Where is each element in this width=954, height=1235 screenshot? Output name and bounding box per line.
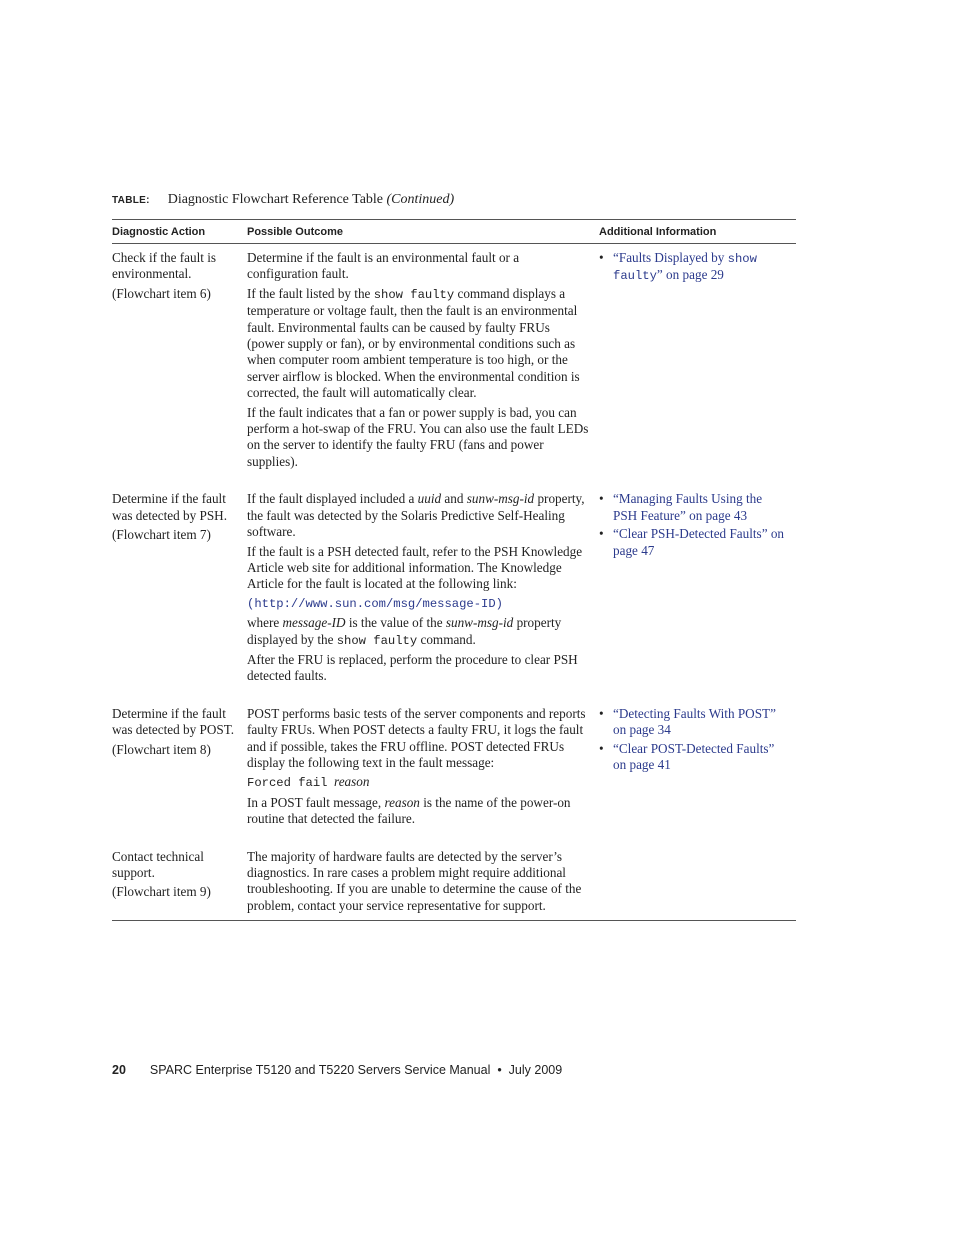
reference-link[interactable]: • “Managing Faults Using the PSH Feature” on page 43 — [599, 491, 786, 524]
header-diagnostic-action: Diagnostic Action — [112, 220, 247, 244]
action-text: Determine if the fault was detected by PSH. — [112, 491, 228, 523]
info-cell — [599, 244, 796, 484]
info-cell — [599, 698, 796, 841]
reference-link[interactable]: • “Clear POST-Detected Faults” on page 41 — [599, 741, 786, 774]
action-text: Check if the fault is environmental. — [112, 250, 217, 282]
outcome-cell — [247, 483, 599, 697]
header-possible-outcome: Possible Outcome — [247, 220, 599, 244]
outcome-paragraph: Determine if the fault is an environmental fault or a configuration fault. — [247, 250, 520, 282]
table-tag: TABLE: — [112, 195, 150, 206]
reference-list — [599, 250, 786, 285]
publication-date: July 2009 — [508, 1063, 563, 1077]
table-row — [112, 483, 796, 697]
outcome-paragraph: In a POST fault message, reason is the name of the power-on routine that detected the failure. — [247, 794, 571, 827]
table-title: Diagnostic Flowchart Reference Table — [167, 192, 384, 207]
outcome-cell — [247, 841, 599, 921]
reference-list — [599, 491, 786, 559]
code-sample: Forced fail reason — [247, 774, 370, 791]
manual-title: SPARC Enterprise T5120 and T5220 Servers Service Manual — [149, 1063, 491, 1077]
outcome-paragraph: If the fault is a PSH detected fault, refer to the PSH Knowledge Article web site for additional information. The Knowledge Article for the fault is located at the following link: — [247, 543, 583, 592]
action-cell — [112, 483, 247, 697]
flowchart-item: (Flowchart item 6) — [112, 285, 211, 301]
flowchart-item: (Flowchart item 7) — [112, 527, 211, 543]
code-show-faulty: show faulty — [373, 287, 455, 302]
action-text: Contact technical support. — [112, 848, 204, 880]
table-caption — [112, 192, 796, 208]
table-continued: (Continued) — [386, 192, 455, 207]
action-cell — [112, 841, 247, 921]
action-cell — [112, 244, 247, 484]
page-footer — [112, 1063, 562, 1077]
info-cell — [599, 483, 796, 697]
info-cell — [599, 841, 796, 921]
psh-knowledge-url[interactable]: (http://www.sun.com/msg/message-ID) — [247, 596, 503, 611]
outcome-paragraph: If the fault listed by the show faulty command displays a temperature or voltage fault, then the fault is an environmental fault. Environmental faults can be caused by faulty FRUs (power supply or fan), or by environmental conditions such as when computer room ambient temperature is too high, or the server airflow is blocked. When the environmental condition is corrected, the fault will automatically clear. — [247, 285, 580, 401]
reference-link[interactable]: • “Faults Displayed by show faulty” on page 29 — [599, 250, 786, 285]
outcome-paragraph: where message-ID is the value of the sunw-msg-id property displayed by the show faulty command. — [247, 615, 562, 648]
outcome-paragraph: The majority of hardware faults are detected by the server’s diagnostics. In rare cases a problem might require additional troubleshooting. If you are unable to determine the cause of the problem, contact your service representative for support. — [247, 848, 582, 913]
outcome-paragraph: After the FRU is replaced, perform the procedure to clear PSH detected faults. — [247, 651, 578, 684]
action-cell — [112, 698, 247, 841]
reference-link[interactable]: • “Detecting Faults With POST” on page 34 — [599, 706, 786, 739]
reference-link[interactable]: • “Clear PSH-Detected Faults” on page 47 — [599, 526, 786, 559]
table-row — [112, 841, 796, 921]
page-number: 20 — [112, 1063, 126, 1077]
footer-bullet: • — [497, 1063, 502, 1077]
action-text: Determine if the fault was detected by POST. — [112, 705, 235, 738]
flowchart-item: (Flowchart item 8) — [112, 741, 211, 757]
table-header-row — [112, 220, 796, 244]
flowchart-item: (Flowchart item 9) — [112, 884, 211, 900]
outcome-cell — [247, 698, 599, 841]
table-row — [112, 244, 796, 484]
outcome-cell — [247, 244, 599, 484]
outcome-paragraph: If the fault displayed included a uuid and sunw-msg-id property, the fault was detected by the Solaris Predictive Self-Healing software. — [247, 491, 585, 540]
diagnostic-flowchart-table — [112, 219, 796, 921]
header-additional-information: Additional Information — [599, 220, 796, 244]
reference-list — [599, 706, 786, 774]
outcome-paragraph: POST performs basic tests of the server components and reports faulty FRUs. When POST detects a faulty FRU, it logs the fault and if possible, takes the FRU offline. POST detected FRUs display the following text in the fault message: — [247, 705, 586, 770]
outcome-paragraph: If the fault indicates that a fan or power supply is bad, you can perform a hot-swap of the FRU. You can also use the fault LEDs on the server to identify the faulty FRU (fans and power supplies). — [247, 404, 589, 469]
table-row — [112, 698, 796, 841]
